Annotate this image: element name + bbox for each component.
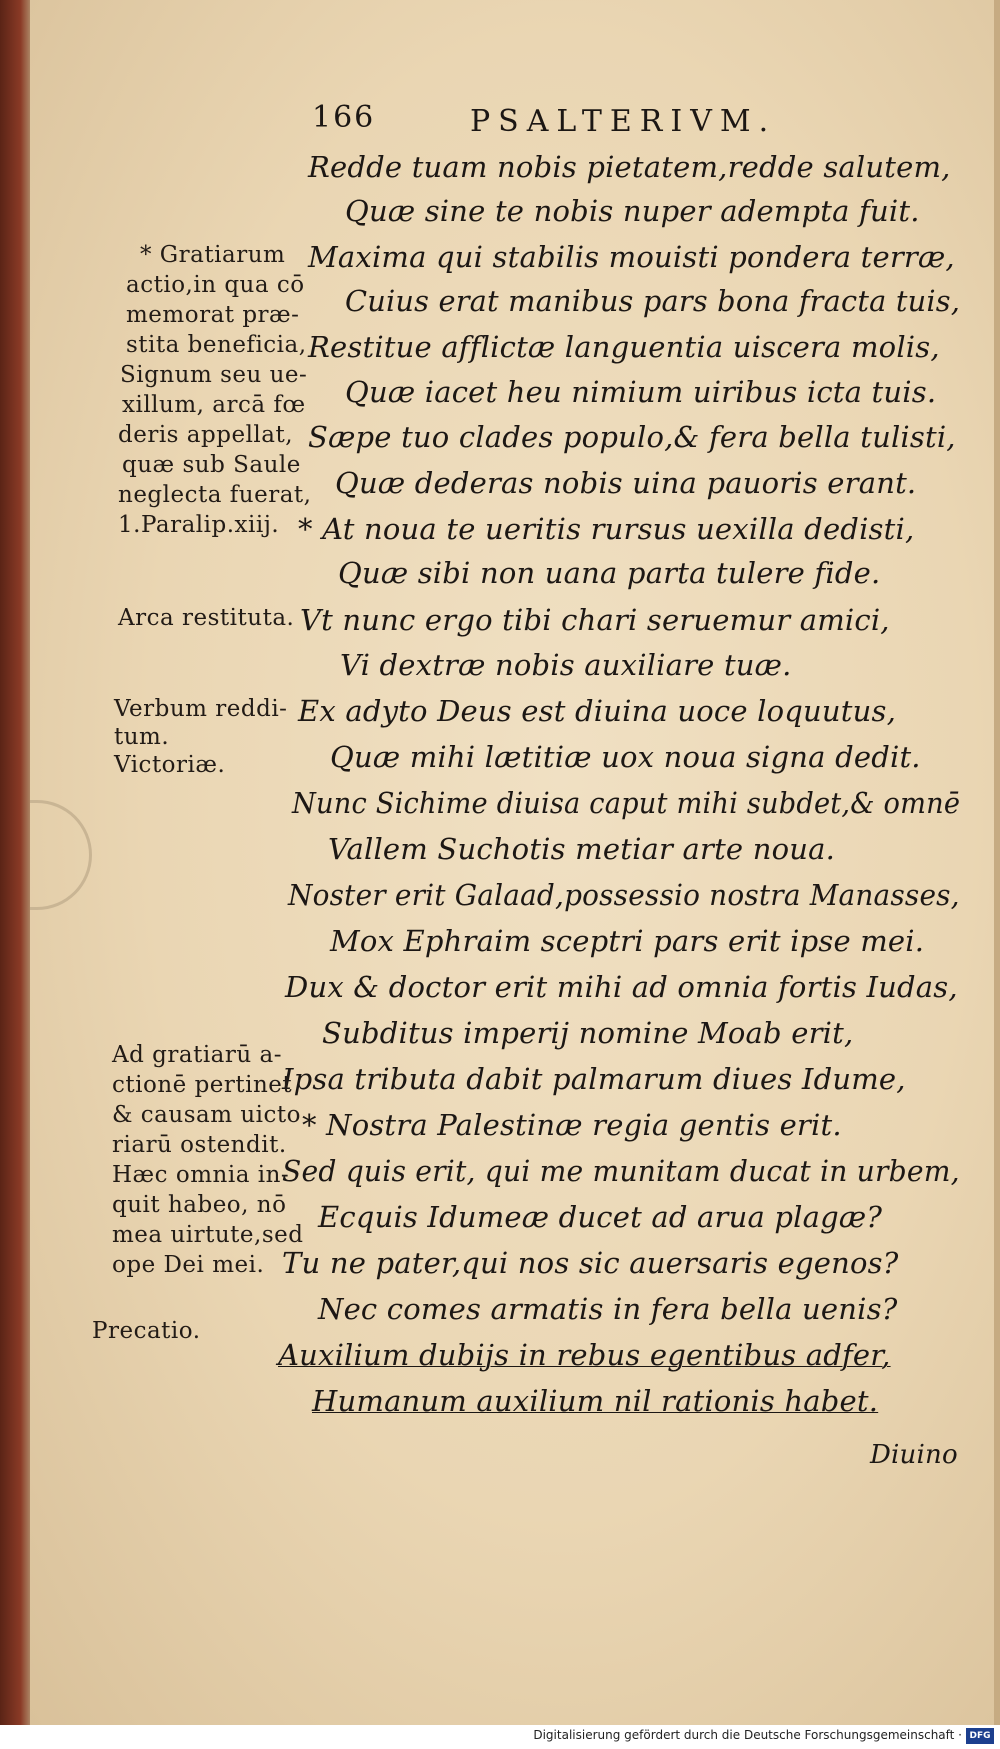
- verse-line: Restitue afflictæ languentia uiscera molis,: [308, 330, 940, 364]
- verse-line: Vi dextræ nobis auxiliare tuæ.: [340, 648, 792, 682]
- margin-gloss: stita beneficia,: [126, 332, 307, 358]
- digitization-footer: [0, 1725, 1000, 1749]
- margin-gloss: * Gratiarum: [140, 242, 286, 268]
- funding-credit: Digitalisierung gefördert durch die Deutsche Forschungsgemeinschaft ·: [533, 1728, 962, 1742]
- margin-gloss: & causam uicto: [112, 1102, 301, 1128]
- verse-line: Nunc Sichime diuisa caput mihi subdet,& omnē: [292, 786, 961, 820]
- margin-gloss: Arca restituta.: [118, 605, 295, 631]
- margin-gloss: Hæc omnia in-: [112, 1162, 290, 1188]
- verse-line: Mox Ephraim sceptri pars erit ipse mei.: [330, 924, 925, 958]
- margin-gloss: quæ sub Saule: [122, 452, 301, 478]
- margin-gloss: Signum seu ue-: [120, 362, 308, 388]
- verse-line: Maxima qui stabilis mouisti pondera terræ,: [308, 240, 955, 274]
- margin-gloss: deris appellat,: [118, 422, 294, 448]
- verse-line: Sæpe tuo clades populo,& fera bella tulisti,: [308, 420, 956, 454]
- margin-gloss: Verbum reddi-: [114, 696, 288, 722]
- margin-gloss: mea uirtute,sed: [112, 1222, 304, 1248]
- margin-gloss: xillum, arcā fœ: [122, 392, 306, 418]
- verse-line: Dux & doctor erit mihi ad omnia fortis Iudas,: [285, 970, 958, 1004]
- verse-line: Auxilium dubijs in rebus egentibus adfer,: [278, 1338, 891, 1372]
- margin-gloss: Ad gratiarū a-: [112, 1042, 282, 1068]
- margin-gloss: quit habeo, nō: [112, 1192, 287, 1218]
- verse-line: Nec comes armatis in fera bella uenis?: [318, 1292, 898, 1326]
- margin-gloss: riarū ostendit.: [112, 1132, 287, 1158]
- margin-gloss: Victoriæ.: [114, 752, 226, 778]
- verse-line: Ecquis Idumeæ ducet ad arua plagæ?: [318, 1200, 883, 1234]
- verse-line: Humanum auxilium nil rationis habet.: [312, 1384, 879, 1418]
- margin-gloss: memorat præ-: [126, 302, 300, 328]
- verse-line: Redde tuam nobis pietatem,redde salutem,: [308, 150, 951, 184]
- book-spine-edge: [0, 0, 34, 1749]
- margin-gloss: actio,in qua cō: [126, 272, 305, 298]
- verse-line: Quæ sine te nobis nuper adempta fuit.: [345, 194, 920, 228]
- catchword: Diuino: [870, 1440, 958, 1470]
- book-page: [30, 0, 1000, 1725]
- verse-line: Tu ne pater,qui nos sic auersaris egenos?: [282, 1246, 899, 1280]
- margin-gloss: tum.: [114, 724, 170, 750]
- dfg-logo: DFG: [966, 1728, 994, 1744]
- verse-line: Subditus imperij nomine Moab erit,: [322, 1016, 854, 1050]
- verse-line: * At noua te ueritis rursus uexilla dedisti,: [298, 512, 915, 546]
- verse-line: Vallem Suchotis metiar arte noua.: [328, 832, 836, 866]
- verse-line: Vt nunc ergo tibi chari seruemur amici,: [300, 603, 890, 637]
- verse-line: Noster erit Galaad,possessio nostra Manasses,: [288, 878, 960, 912]
- margin-gloss: ope Dei mei.: [112, 1252, 265, 1278]
- margin-gloss: 1.Paralip.xiij.: [118, 512, 280, 538]
- running-title: PSALTERIVM.: [470, 104, 777, 139]
- page-number: 166: [312, 100, 376, 135]
- verse-line: * Nostra Palestinæ regia gentis erit.: [302, 1108, 842, 1142]
- verse-line: Quæ iacet heu nimium uiribus icta tuis.: [345, 375, 937, 409]
- page-tab-marker: [30, 800, 92, 910]
- verse-line: Quæ dederas nobis uina pauoris erant.: [335, 466, 917, 500]
- margin-gloss: Precatio.: [92, 1318, 201, 1344]
- margin-gloss: ctionē pertinet: [112, 1072, 293, 1098]
- verse-line: Cuius erat manibus pars bona fracta tuis,: [345, 284, 961, 318]
- verse-line: Sed quis erit, qui me munitam ducat in urbem,: [282, 1154, 960, 1188]
- margin-gloss: neglecta fuerat,: [118, 482, 312, 508]
- verse-line: Quæ sibi non uana parta tulere fide.: [338, 556, 881, 590]
- verse-line: Ipsa tributa dabit palmarum diues Idume,: [282, 1062, 906, 1096]
- verse-line: Quæ mihi lætitiæ uox noua signa dedit.: [330, 740, 921, 774]
- verse-line: Ex adyto Deus est diuina uoce loquutus,: [298, 694, 897, 728]
